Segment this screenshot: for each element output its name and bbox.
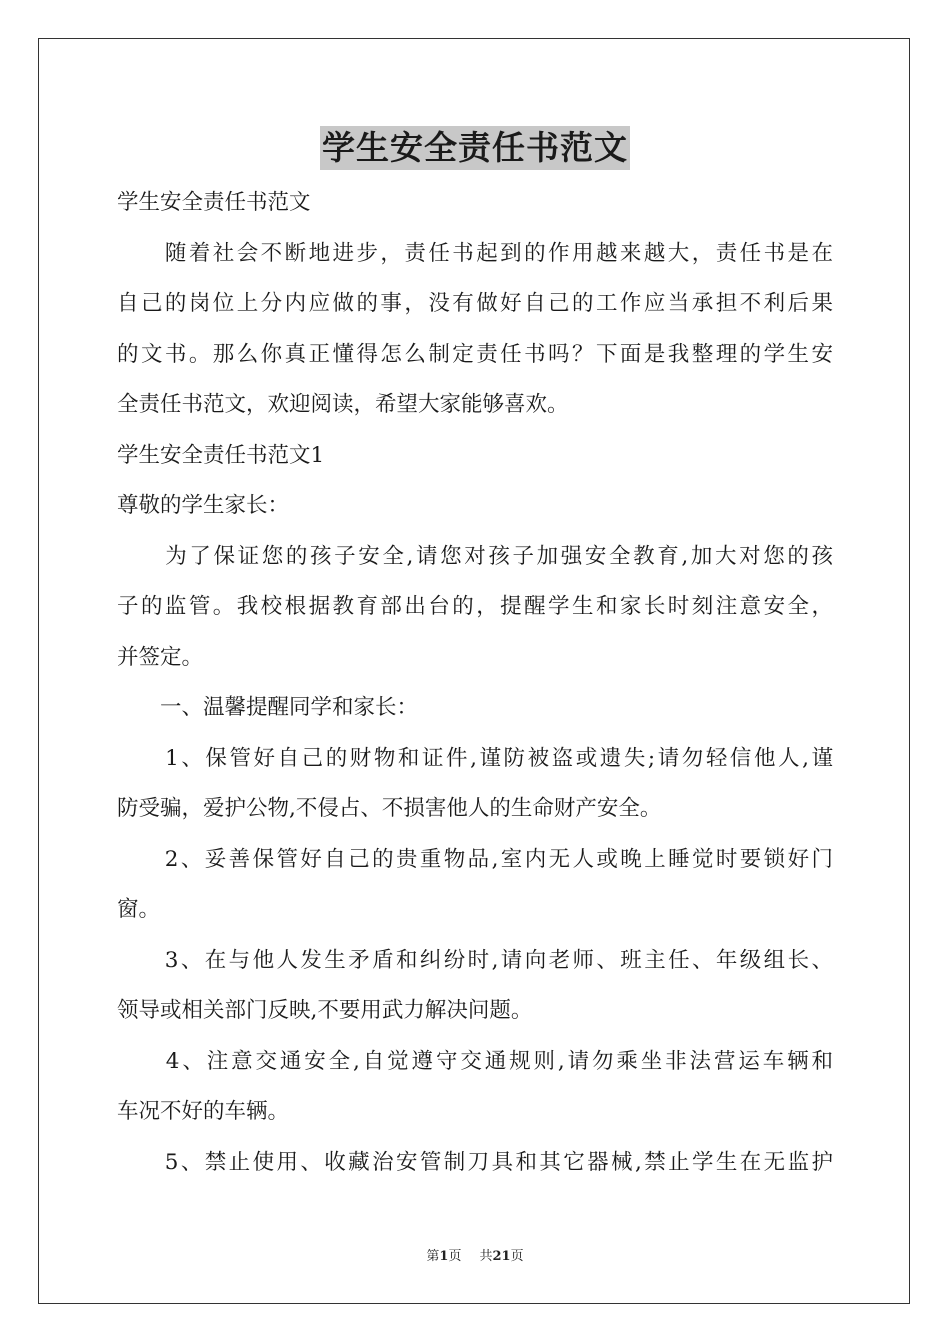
body-line: 自己的岗位上分内应做的事，没有做好自己的工作应当承担不利后果	[117, 291, 833, 316]
list-item-line: 5、禁止使用、收藏治安管制刀具和其它器械,禁止学生在无监护	[117, 1149, 833, 1175]
page-prefix: 第	[426, 1249, 440, 1264]
list-item-line: 1、保管好自己的财物和证件,谨防被盗或遗失;请勿轻信他人,谨	[117, 745, 833, 771]
page-footer	[0, 1245, 950, 1264]
total-pages: 21	[492, 1249, 511, 1264]
list-heading: 一、温馨提醒同学和家长：	[117, 695, 419, 720]
document-body	[117, 178, 833, 1188]
title-container	[0, 126, 950, 170]
list-item-line: 窗。	[117, 897, 161, 922]
list-item-line: 3、在与他人发生矛盾和纠纷时,请向老师、班主任、年级组长、	[117, 947, 833, 973]
subtitle-line: 学生安全责任书范文	[117, 190, 311, 215]
list-item-line: 2、妥善保管好自己的贵重物品,室内无人或晚上睡觉时要锁好门	[117, 846, 833, 872]
body-line: 并签定。	[117, 644, 204, 670]
body-line: 的文书。那么你真正懂得怎么制定责任书吗？下面是我整理的学生安	[117, 341, 833, 367]
list-item-line: 车况不好的车辆。	[117, 1099, 290, 1124]
document-title: 学生安全责任书范文	[320, 126, 630, 170]
list-item-line: 领导或相关部门反映,不要用武力解决问题。	[117, 998, 533, 1023]
body-line: 随着社会不断地进步，责任书起到的作用越来越大，责任书是在	[117, 240, 833, 266]
body-line: 子的监管。我校根据教育部出台的，提醒学生和家长时刻注意安全，	[117, 594, 833, 619]
total-suffix: 页	[510, 1249, 524, 1264]
body-line: 全责任书范文，欢迎阅读，希望大家能够喜欢。	[117, 392, 569, 417]
total-prefix: 共	[479, 1249, 493, 1264]
body-line: 为了保证您的孩子安全,请您对孩子加强安全教育,加大对您的孩	[117, 543, 833, 569]
salutation-line: 尊敬的学生家长：	[117, 493, 290, 518]
list-item-line: 防受骗，爱护公物,不侵占、不损害他人的生命财产安全。	[117, 796, 662, 821]
section-heading: 学生安全责任书范文1	[117, 442, 325, 468]
page-suffix: 页	[448, 1249, 462, 1264]
list-item-line: 4、注意交通安全,自觉遵守交通规则,请勿乘坐非法营运车辆和	[117, 1048, 833, 1074]
page-number: 1	[439, 1249, 449, 1264]
